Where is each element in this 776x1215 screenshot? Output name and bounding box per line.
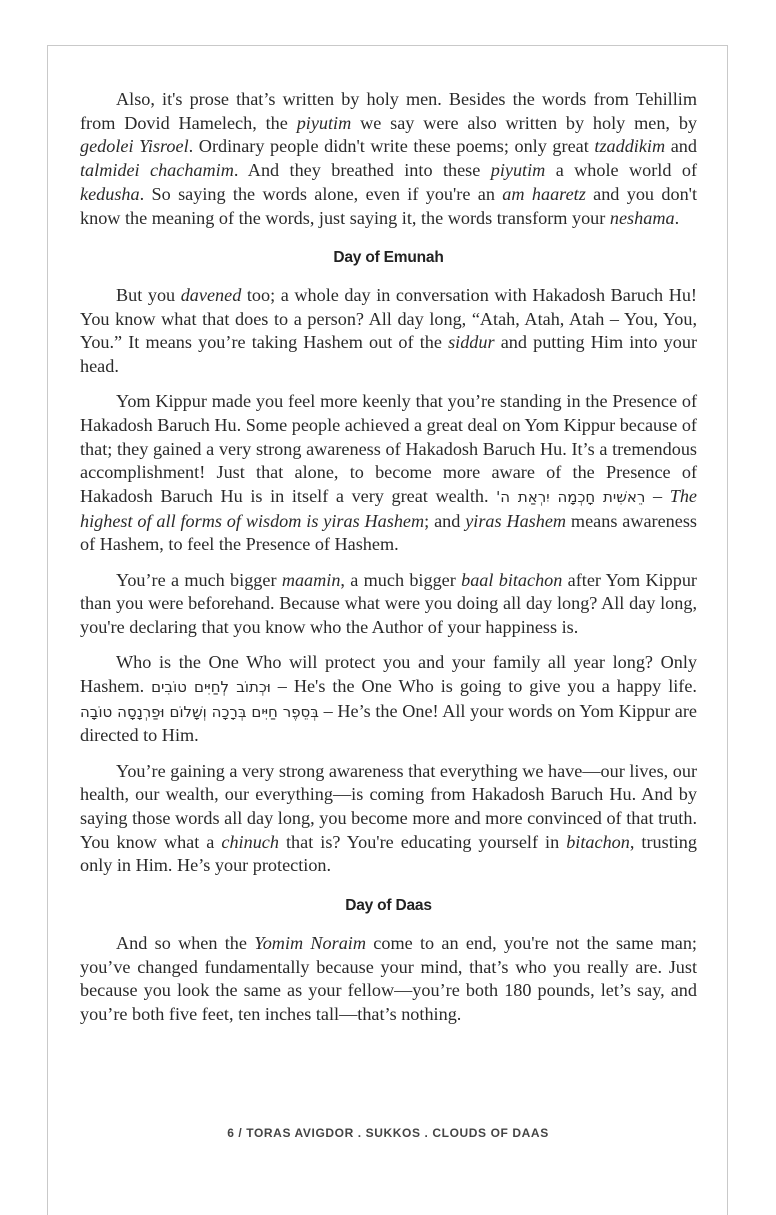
text-run: – He’s the One! All your words on Yom Kippur are directed to Him. [80,700,697,746]
text-run: too; a whole day in conversation with Hakadosh Baruch Hu! You know what that does to a person? All day long, “Atah, Atah, Atah – You, You, You.” It means you’re taking Hashem out of the [80,284,697,353]
paragraph [80,88,697,230]
italic-term: neshama [609,207,675,228]
paragraph [80,284,697,379]
text-run: that is? You're educating yourself in [278,831,567,852]
text-run: come to an end, you're not the same man; you’ve changed fundamentally because your mind, that’s who you really are. Just because you look the same as your fellow—you’re both 180 pounds, let’s say, and you’re both five feet, ten inches tall—that’s nothing. [80,932,697,1024]
italic-term: The highest of all forms of wisdom is yiras Hashem [80,486,697,531]
text-run: But you [116,284,181,305]
text-run: Who is the One Who will protect you and your family all year long? Only Hashem. [80,652,697,696]
italic-term: piyutim [490,160,546,181]
text-run: , trusting only in Him. He’s your protection. [80,831,697,876]
italic-term: siddur [448,332,495,353]
text-run: . [674,207,680,228]
text-run: we say were also written by holy men, by [351,112,698,133]
paragraph [80,932,697,1027]
text-run: – [645,486,670,507]
hebrew-quote: וּכְתוֹב לְחַיִּים טוֹבִים [151,677,271,696]
text-run: a whole world of [545,160,698,181]
paragraph [80,651,697,748]
paragraph [80,760,697,879]
italic-term: gedolei Yisroel [80,136,189,157]
italic-term: davened [180,284,242,305]
text-run: . So saying the words alone, even if you're an [139,183,503,204]
italic-term: talmidei chachamim [80,160,234,181]
italic-term: bitachon [566,831,630,852]
text-run: Also, it's prose that’s written by holy men. Besides the words from Tehillim from Dovid Hamelech, the [80,89,697,133]
text-run: and you don't know the meaning of the words, just saying it, the words transform your [80,183,697,228]
text-run: – He's the One Who is going to give you a happy life. [270,675,697,696]
italic-term: am haaretz [502,183,586,204]
text-run: and putting Him into your head. [80,332,698,377]
italic-term: baal bitachon [461,569,563,590]
italic-term: tzaddikim [594,136,666,157]
text-run: . Ordinary people didn't write these poems; only great [188,136,595,157]
italic-term: yiras Hashem [465,510,567,531]
italic-term: piyutim [296,112,352,133]
section-heading: Day of Emunah [333,249,444,267]
text-run: means awareness of Hashem, to feel the Presence of Hashem. [80,510,697,555]
text-run: Yom Kippur made you feel more keenly that you’re standing in the Presence of Hakadosh Baruch Hu. Some people achieved a great deal on Yom Kippur because of that; they gained a very strong awareness of Hakadosh Baruch Hu. It’s a tremendous accomplishment! Just that alone, to become more aware of the Presence of Hakadosh Baruch Hu is in itself a very great wealth. [80,391,697,507]
italic-term: Yomim Noraim [254,932,366,953]
article-body [80,88,697,1038]
hebrew-quote: בְּסֵפֶר חַיִּים בְּרָכָה וְשָׁלוֹם וּפַרְנָסָה טוֹבָה [80,702,319,721]
text-run: . And they breathed into these [233,160,491,181]
text-run: after Yom Kippur than you were beforehand. Because what were you doing all day long? All day long, you're declaring that you know who the Author of your happiness is. [80,569,697,638]
section-heading: Day of Daas [345,897,432,915]
paragraph [80,390,697,557]
italic-term: chinuch [221,831,279,852]
hebrew-quote: רֵאשִׁית חָכְמָה יִרְאַת ה' [496,488,646,507]
text-run: and [665,136,697,157]
page-footer: 6 / TORAS AVIGDOR . SUKKOS . CLOUDS OF DAAS [227,1126,549,1140]
italic-term: maamin [281,569,341,590]
text-run: You’re a much bigger [116,569,282,590]
paragraph [80,569,697,640]
text-run: , a much bigger [340,569,462,590]
text-run: ; and [424,510,466,531]
text-run: And so when the [116,932,255,953]
italic-term: kedusha [80,183,140,204]
text-run: You’re gaining a very strong awareness that everything we have—our lives, our health, our wealth, our everything—is coming from Hakadosh Baruch Hu. And by saying those words all day long, you become more and more convinced of that truth. You know what a [80,760,698,852]
